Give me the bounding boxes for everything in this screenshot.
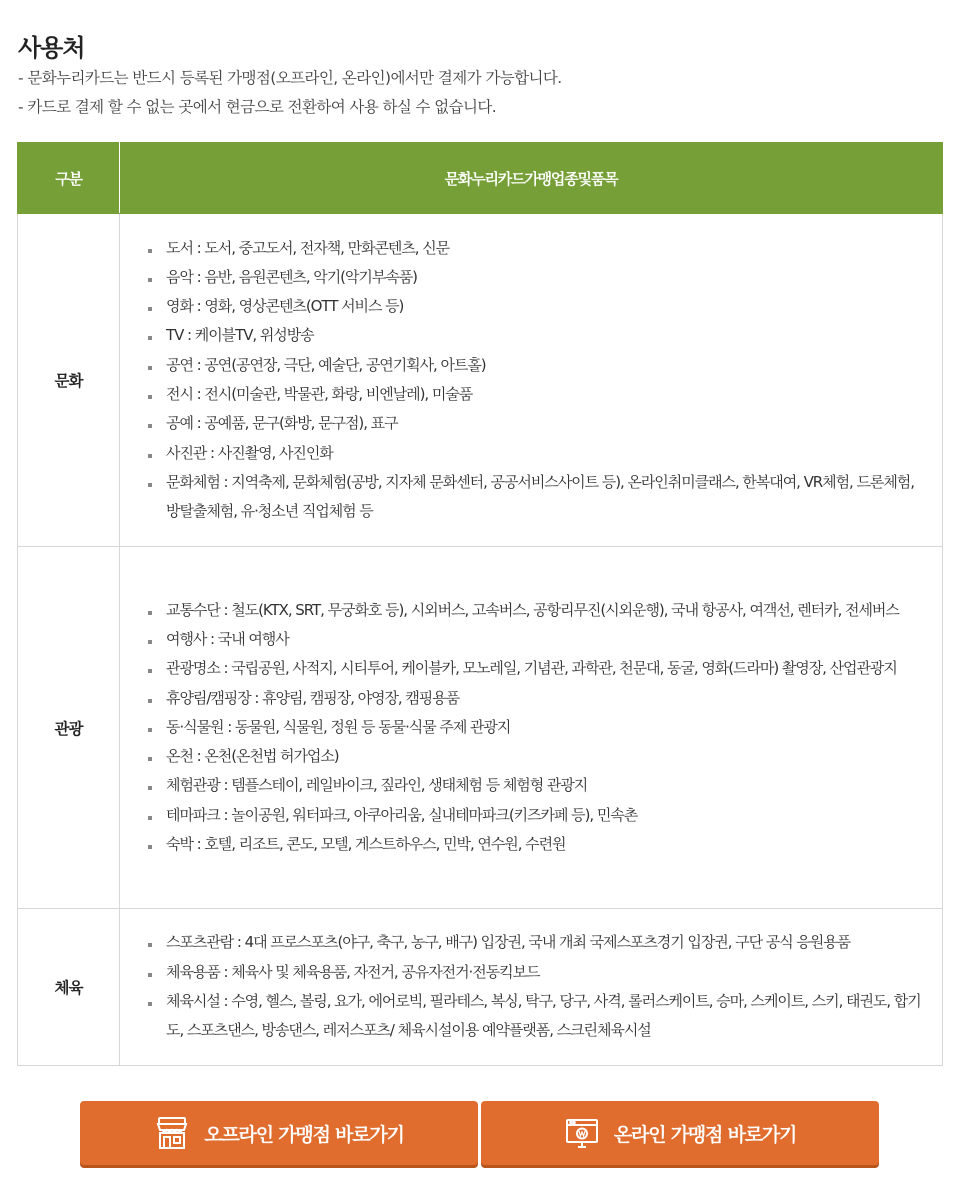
- monitor-won-icon: [564, 1115, 600, 1151]
- table-row-sports: [18, 909, 943, 1066]
- list-item: 음악 : 음반, 음원콘텐츠, 악기(악기부속품): [146, 263, 926, 292]
- store-icon: [154, 1115, 190, 1151]
- list-item: 영화 : 영화, 영상콘텐츠(OTT 서비스 등): [146, 292, 926, 321]
- notice-item: - 문화누리카드는 반드시 등록된 가맹점(오프라인, 온라인)에서만 결제가 가능합니다.: [18, 64, 562, 93]
- list-item: 공예 : 공예품, 문구(화방, 문구점), 표구: [146, 409, 926, 438]
- merchant-category-table: [17, 142, 943, 1066]
- notice-list: [18, 64, 562, 122]
- category-label: 문화: [18, 214, 120, 547]
- item-list-tourism: [146, 596, 926, 860]
- list-item: 테마파크 : 놀이공원, 워터파크, 아쿠아리움, 실내테마파크(키즈카페 등), 민속촌: [146, 801, 926, 830]
- list-item: 전시 : 전시(미술관, 박물관, 화랑, 비엔날레), 미술품: [146, 380, 926, 409]
- table-row-culture: [18, 214, 943, 547]
- category-label: 체육: [18, 909, 120, 1066]
- list-item: 스포츠관람 : 4대 프로스포츠(야구, 축구, 농구, 배구) 입장권, 국내 개최 국제스포츠경기 입장권, 구단 공식 응원용품: [146, 928, 926, 957]
- list-item: 동·식물원 : 동물원, 식물원, 정원 등 동물·식물 주제 관광지: [146, 713, 926, 742]
- header-items: 문화누리카드가맹업종및품목: [120, 143, 943, 214]
- list-item: 숙박 : 호텔, 리조트, 콘도, 모텔, 게스트하우스, 민박, 연수원, 수련원: [146, 830, 926, 859]
- online-button-label: 온라인 가맹점 바로가기: [613, 1123, 797, 1146]
- list-item: 관광명소 : 국립공원, 사적지, 시티투어, 케이블카, 모노레일, 기념관, 과학관, 천문대, 동굴, 영화(드라마) 촬영장, 산업관광지: [146, 654, 926, 683]
- list-item: 체육시설 : 수영, 헬스, 볼링, 요가, 에어로빅, 필라테스, 복싱, 탁구, 당구, 사격, 롤러스케이트, 승마, 스케이트, 스키, 태권도, 합기도, 스포츠댄스, 방송댄스, 레저스포츠/ 체육시설이용 예약플랫폼, 스크린체육시설: [146, 987, 926, 1046]
- offline-button-label: 오프라인 가맹점 바로가기: [204, 1123, 404, 1146]
- list-item: 도서 : 도서, 중고도서, 전자책, 만화콘텐츠, 신문: [146, 234, 926, 263]
- table-row-tourism: [18, 547, 943, 909]
- list-item: 체육용품 : 체육사 및 체육용품, 자전거, 공유자전거·전동킥보드: [146, 958, 926, 987]
- list-item: 문화체험 : 지역축제, 문화체험(공방, 지자체 문화센터, 공공서비스사이트 등), 온라인취미클래스, 한복대여, VR체험, 드론체험, 방탈출체험, 유·청소년 직업체험 등: [146, 468, 926, 527]
- item-list-culture: [146, 234, 926, 527]
- list-item: TV : 케이블TV, 위성방송: [146, 321, 926, 350]
- list-item: 온천 : 온천(온천법 허가업소): [146, 742, 926, 771]
- offline-merchant-button[interactable]: [80, 1101, 478, 1165]
- online-merchant-button[interactable]: [481, 1101, 879, 1165]
- list-item: 공연 : 공연(공연장, 극단, 예술단, 공연기획사, 아트홀): [146, 351, 926, 380]
- list-item: 여행사 : 국내 여행사: [146, 625, 926, 654]
- list-item: 휴양림/캠핑장 : 휴양림, 캠핑장, 야영장, 캠핑용품: [146, 684, 926, 713]
- list-item: 사진관 : 사진촬영, 사진인화: [146, 439, 926, 468]
- item-list-sports: [146, 928, 926, 1045]
- table-header-row: [18, 143, 943, 214]
- list-item: 교통수단 : 철도(KTX, SRT, 무궁화호 등), 시외버스, 고속버스, 공항리무진(시외운행), 국내 항공사, 여객선, 렌터카, 전세버스: [146, 596, 926, 625]
- list-item: 체험관광 : 템플스테이, 레일바이크, 짚라인, 생태체험 등 체험형 관광지: [146, 771, 926, 800]
- page-title: 사용처: [18, 34, 85, 63]
- category-label: 관광: [18, 547, 120, 909]
- header-category: 구분: [18, 143, 120, 214]
- notice-item: - 카드로 결제 할 수 없는 곳에서 현금으로 전환하여 사용 하실 수 없습니다.: [18, 93, 562, 122]
